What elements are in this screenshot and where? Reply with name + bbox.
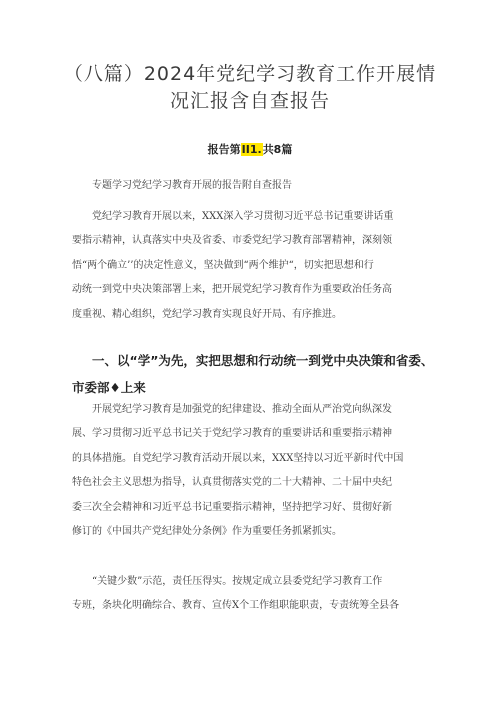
paragraph-2-line: 修订的《中国共产党纪律处分条例》作为重要任务抓紧抓实。 xyxy=(72,525,342,537)
intro-line xyxy=(72,174,434,198)
paragraph-3 xyxy=(72,570,434,619)
section-heading-1-line: 一、以“学”为先，实把思想和行动统一到党中央决策和省委、 xyxy=(92,353,434,368)
paragraph-1 xyxy=(72,205,434,327)
paragraph-2-line: 特色社会主义思想为指导，认真贯彻落实党的二十大精神、二十届中央纪 xyxy=(72,477,392,489)
paragraph-1-line: 党纪学习教育开展以来，XXX深入学习贯彻习近平总书记重要讲话重 xyxy=(92,211,394,222)
paragraph-3-line: 专班，条块化明确综合、教育、宣传X个工作组职能职责，专责统筹全县各 xyxy=(72,600,400,612)
paragraph-2-line: 开展党纪学习教育是加强党的纪律建设、推动全面从严治党向纵深发 xyxy=(92,404,392,415)
report-counter-prefix: 报告第 xyxy=(207,143,241,156)
paragraph-2-line: 的具体措施。自党纪学习教育活动开展以来，XXX坚持以习近平新时代中国 xyxy=(72,452,404,464)
report-counter-highlight: II1. xyxy=(241,143,262,156)
paragraph-2 xyxy=(72,398,434,544)
document-title-line-1: （八篇）2024年党纪学习教育工作开展情 xyxy=(63,63,437,85)
paragraph-1-line: 要指示精神，认真落实中央及省委、市委党纪学习教育部署精神，深刻领 xyxy=(72,235,392,247)
report-counter xyxy=(60,141,440,157)
paragraph-1-line: 动统一到党中央决策部署上来，把开展党纪学习教育作为重要政治任务高 xyxy=(72,284,392,296)
paragraph-3-line: “关键少数”示范，责任压得实。按规定成立县委党纪学习教育工作 xyxy=(92,576,383,587)
paragraph-1-line: 悟“两个确立’’的决定性意义，坚决做到“两个维护“，切实把思想和行 xyxy=(72,259,374,271)
intro-text: 专题学习党纪学习教育开展的报告附自查报告 xyxy=(92,180,292,191)
report-counter-suffix: 共8篇 xyxy=(262,143,293,156)
paragraph-1-line: 度重视、精心组织，党纪学习教育实现良好开局、有序推进。 xyxy=(72,308,342,320)
section-heading-1 xyxy=(72,347,434,401)
paragraph-2-line: 委三次全会精神和习近平总书记重要指示精神，坚持把学习好、贯彻好新 xyxy=(72,501,392,513)
paragraph-2-line: 展、学习贯彻习近平总书记关于党纪学习教育的重要讲话和重要指示精神 xyxy=(72,428,392,440)
document-title-line-2: 况汇报含自查报告 xyxy=(169,90,330,112)
section-heading-1-line: 市委部♦上来 xyxy=(72,380,146,395)
